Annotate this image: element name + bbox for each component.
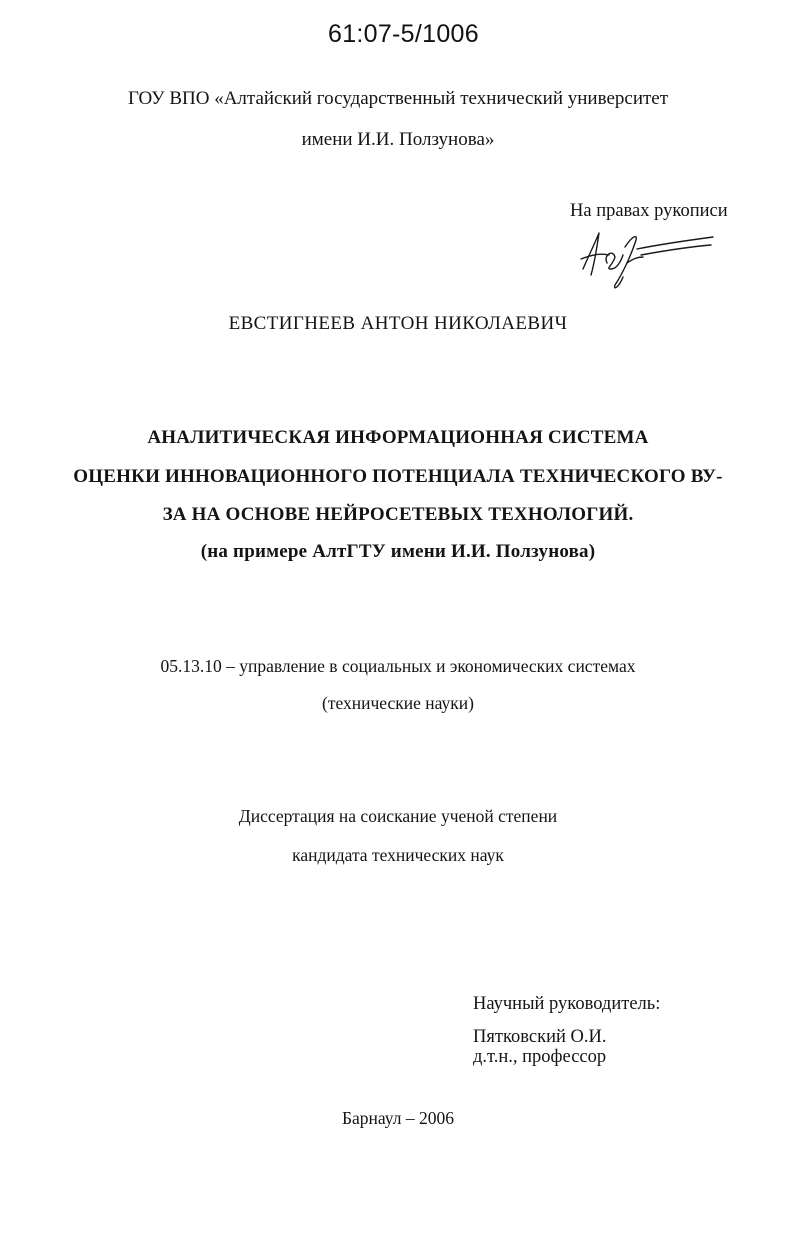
specialty-code: 05.13.10 – управление в социальных и экономических системах [160, 656, 636, 676]
place-and-year: Барнаул – 2006 [341, 1108, 455, 1128]
dissertation-line-2: кандидата технических наук [292, 845, 504, 865]
author-name: ЕВСТИГНЕЕВ АНТОН НИКОЛАЕВИЧ [228, 313, 568, 334]
manuscript-rights-note: На правах рукописи [570, 201, 728, 221]
title-line-3: ЗА НА ОСНОВЕ НЕЙРОСЕТЕВЫХ ТЕХНОЛОГИЙ. [162, 504, 634, 525]
supervisor-rank: д.т.н., профессор [473, 1047, 607, 1067]
dissertation-line-1: Диссертация на соискание ученой степени [238, 806, 558, 826]
organization-line-2: имени И.И. Ползунова» [301, 129, 495, 150]
supervisor-name: Пятковский О.И. [473, 1027, 607, 1047]
science-field: (технические науки) [322, 693, 474, 713]
organization-line-1: ГОУ ВПО «Алтайский государственный технический университет [127, 88, 669, 109]
title-subtitle: (на примере АлтГТУ имени И.И. Ползунова) [200, 541, 596, 562]
supervisor-label: Научный руководитель: [473, 994, 661, 1014]
document-code: 61:07-5/1006 [328, 20, 479, 48]
signature [577, 225, 717, 295]
title-line-2: ОЦЕНКИ ИННОВАЦИОННОГО ПОТЕНЦИАЛА ТЕХНИЧЕСКОГО ВУ- [73, 466, 723, 487]
title-line-1: АНАЛИТИЧЕСКАЯ ИНФОРМАЦИОННАЯ СИСТЕМА [147, 427, 649, 448]
